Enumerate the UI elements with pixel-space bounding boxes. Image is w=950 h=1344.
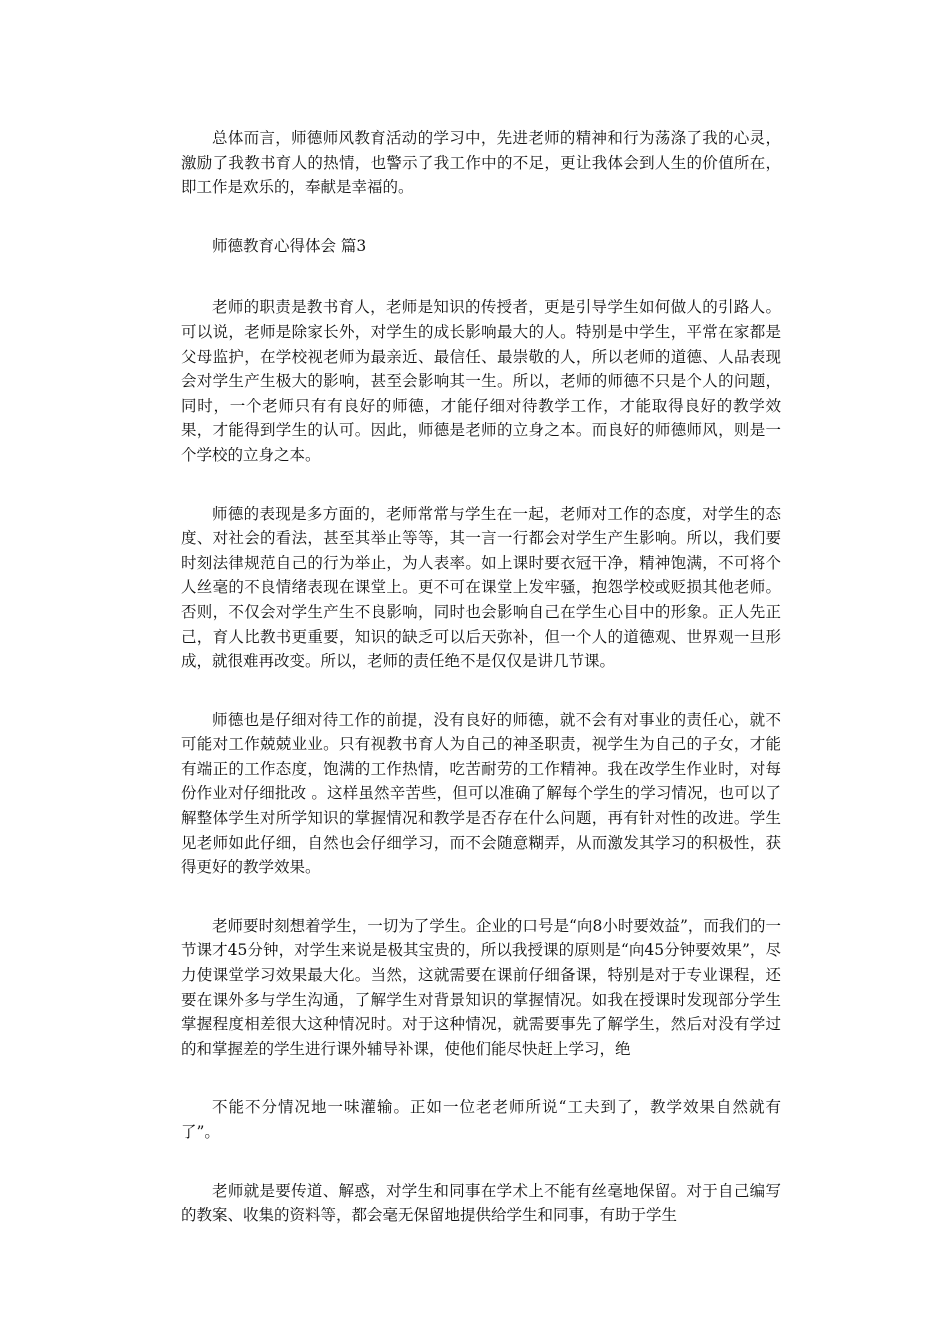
paragraph-think-of-students: 老师要时刻想着学生，一切为了学生。企业的口号是“向8小时要效益”，而我们的一节课才45分钟，对学生来说是极其宝贵的，所以我授课的原则是“向45分钟要效果”，尽力使课堂学习效果最大化。当然，这就需要在课前仔细备课，特别是对于专业课程，还要在课外多与学生沟通，了解学生对背景知识的掌握情况。如我在授课时发现部分学生掌握程度相差很大这种情况时。对于这种情况，就需要事先了解学生，然后对没有学过的和掌握差的学生进行课外辅导补课，使他们能尽快赶上学习，绝	[181, 916, 781, 1058]
paragraph-ethics-manifestation: 师德的表现是多方面的，老师常常与学生在一起，老师对工作的态度，对学生的态度、对社会的看法，甚至其举止等等，其一言一行都会对学生产生影响。所以，我们要时刻法律规范自己的行为举止，为人表率。如上课时要衣冠干净，精神饱满，不可将个人丝毫的不良情绪表现在课堂上。更不可在课堂上发牢骚，抱怨学校或贬损其他老师。否则，不仅会对学生产生不良影响，同时也会影响自己在学生心目中的形象。正人先正己，育人比教书更重要，知识的缺乏可以后天弥补，但一个人的道德观、世界观一旦形成，就很难再改变。所以，老师的责任绝不是仅仅是讲几节课。	[181, 504, 781, 671]
paragraph-summary: 总体而言，师德师风教育活动的学习中，先进老师的精神和行为荡涤了我的心灵，激励了我教书育人的热情，也警示了我工作中的不足，更让我体会到人生的价值所在，即工作是欢乐的，奉献是幸福的。	[181, 129, 781, 197]
document-page	[181, 126, 781, 1262]
paragraph-no-blind-teaching: 不能不分情况地一味灌输。正如一位老老师所说“工夫到了，教学效果自然就有了”。	[181, 1098, 781, 1141]
paragraph-teach-and-share: 老师就是要传道、解惑，对学生和同事在学术上不能有丝毫地保留。对于自己编写的教案、收集的资料等，都会毫无保留地提供给学生和同事，有助于学生	[181, 1181, 781, 1225]
section-title: 师德教育心得体会 篇3	[212, 236, 367, 255]
paragraph-ethics-premise: 师德也是仔细对待工作的前提，没有良好的师德，就不会有对事业的责任心，就不可能对工作兢兢业业。只有视教书育人为自己的神圣职责，视学生为自己的子女，才能有端正的工作态度，饱满的工作热情，吃苦耐劳的工作精神。我在改学生作业时，对每份作业对仔细批改 。这样虽然辛苦些，但可以准确了解每个学生的学习情况，也可以了解整体学生对所学知识的掌握情况和教学是否存在什么问题，再有针对性的改进。学生见老师如此仔细，自然也会仔细学习，而不会随意糊弄，从而激发其学习的积极性，获得更好的教学效果。	[181, 710, 781, 877]
paragraph-teacher-duty: 老师的职责是教书育人，老师是知识的传授者，更是引导学生如何做人的引路人。可以说，老师是除家长外，对学生的成长影响最大的人。特别是中学生，平常在家都是父母监护，在学校视老师为最亲近、最信任、最崇敬的人，所以老师的道德、人品表现会对学生产生极大的影响，甚至会影响其一生。所以，老师的师德不只是个人的问题，同时，一个老师只有有良好的师德，才能仔细对待教学工作，才能取得良好的教学效果，才能得到学生的认可。因此，师德是老师的立身之本。而良好的师德师风，则是一个学校的立身之本。	[181, 298, 781, 464]
